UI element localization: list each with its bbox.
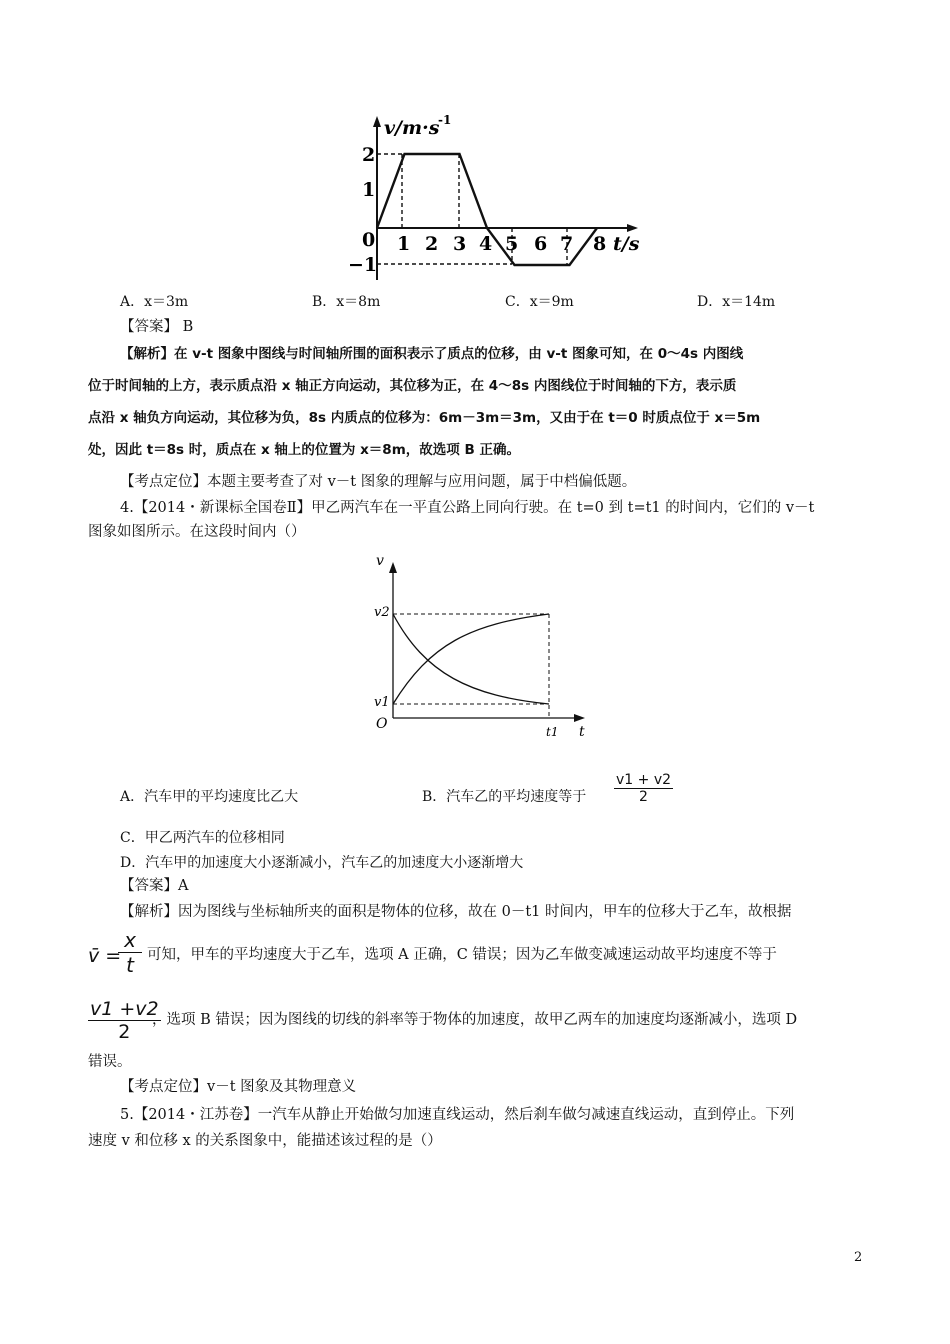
frac-x: x: [118, 928, 142, 953]
vbar-symbol: v̄ =: [88, 945, 122, 967]
frac-x-over-t: [118, 928, 142, 977]
y-tick-1: 1: [362, 179, 376, 201]
q3-analysis-3: 点沿 x 轴负方向运动，其位移为负，8s 内质点的位移为：6m－3m＝3m，又由于在 t＝0 时质点位于 x＝5m: [88, 410, 761, 426]
fig2-origin: O: [376, 716, 388, 732]
curve-jia: [393, 614, 549, 704]
q3-analysis-1: 【解析】在 v-t 图象中图线与时间轴所围的面积表示了质点的位移，由 v-t 图象可知，在 0～4s 内图线: [120, 346, 744, 362]
q3-option-c: C．x＝9m: [505, 294, 574, 310]
fig2-v-label: v: [376, 553, 384, 569]
q4-analysis-4: 错误。: [88, 1054, 132, 1070]
x-tick-8: 8: [593, 233, 607, 255]
frac-b-den: 2: [639, 789, 648, 805]
q3-option-a: A．x＝3m: [120, 294, 189, 310]
y-tick-2: 2: [362, 144, 376, 166]
frac-t: t: [126, 953, 134, 977]
q3-kaodian: 【考点定位】本题主要考查了对 v－t 图象的理解与应用问题，属于中档偏低题。: [120, 474, 637, 490]
frac-v1-v2: [88, 998, 161, 1043]
fig2-v2-label: v2: [374, 605, 390, 620]
fig2-v1-label: v1: [374, 695, 390, 710]
q4-option-c: C．甲乙两汽车的位移相同: [120, 830, 285, 846]
q5-stem-2: 速度 v 和位移 x 的关系图象中，能描述该过程的是（）: [88, 1133, 442, 1149]
q4-option-b: B．汽车乙的平均速度等于: [422, 789, 587, 805]
page-number: 2: [854, 1250, 863, 1265]
q3-option-d: D．x＝14m: [697, 294, 776, 310]
q4-analysis-2: 可知，甲车的平均速度大于乙车，选项 A 正确，C 错误；因为乙车做变减速运动故平均速度不等于: [147, 947, 777, 963]
y-axis-arrow: [389, 562, 397, 573]
q4-option-d: D．汽车甲的加速度大小逐渐减小，汽车乙的加速度大小逐渐增大: [120, 855, 524, 871]
q3-analysis-2: 位于时间轴的上方，表示质点沿 x 轴正方向运动，其位移为正，在 4～8s 内图线位于时间轴的下方，表示质: [88, 378, 737, 394]
x-axis-arrow: [627, 224, 638, 232]
q4-analysis-3: ，选项 B 错误；因为图线的切线的斜率等于物体的加速度，故甲乙两车的加速度均逐渐减小，选项 D: [152, 1012, 798, 1028]
x-axis-label: t/s: [613, 233, 640, 255]
q3-analysis-4: 处，因此 t＝8s 时，质点在 x 轴上的位置为 x＝8m，故选项 B 正确。: [88, 442, 520, 458]
frac2-den: 2: [118, 1021, 131, 1043]
y-axis-label: v/m·s: [384, 117, 440, 139]
y-axis-exp: -1: [438, 113, 452, 127]
frac2-num: v1 +v2: [90, 998, 159, 1020]
fig2-t1-label: t1: [546, 725, 559, 739]
x-axis-arrow: [574, 714, 585, 722]
fig2-t-label: t: [579, 724, 585, 740]
q5-stem-1: 5.【2014・江苏卷】一汽车从静止开始做匀加速直线运动，然后刹车做匀减速直线运动，直到停止。下列: [120, 1107, 795, 1123]
x-tick-2: 2: [425, 233, 439, 255]
frac-b-num: v1 + v2: [616, 772, 672, 788]
q4-kaodian: 【考点定位】v－t 图象及其物理意义: [120, 1079, 357, 1095]
q4-stem-2: 图象如图所示。在这段时间内（）: [88, 524, 306, 540]
q4-stem-1: 4.【2014・新课标全国卷Ⅱ】甲乙两汽车在一平直公路上同向行驶。在 t=0 到 t=t1 的时间内，它们的 v－t: [120, 500, 815, 516]
q4-analysis-1: 【解析】因为图线与坐标轴所夹的面积是物体的位移，故在 0－t1 时间内，甲车的位移大于乙车，故根据: [120, 904, 792, 920]
y-axis-arrow: [373, 116, 381, 127]
q3-option-b: B．x＝8m: [312, 294, 381, 310]
x-tick-5: 5: [505, 233, 519, 255]
q4-option-a: A．汽车甲的平均速度比乙大: [120, 789, 299, 805]
q3-answer: 【答案】 B: [120, 319, 194, 335]
vt-chart-2: [360, 548, 600, 748]
curve-yi: [393, 614, 549, 704]
vt-chart-1: [340, 110, 660, 290]
y-tick-neg1: −1: [348, 254, 378, 276]
x-tick-6: 6: [534, 233, 548, 255]
x-tick-7: 7: [560, 233, 574, 255]
q4-answer: 【答案】A: [120, 878, 189, 894]
x-tick-3: 3: [453, 233, 467, 255]
x-tick-4: 4: [479, 233, 493, 255]
origin-label: 0: [362, 229, 376, 251]
q4-option-b-fraction: [614, 772, 673, 805]
x-tick-1: 1: [397, 233, 411, 255]
